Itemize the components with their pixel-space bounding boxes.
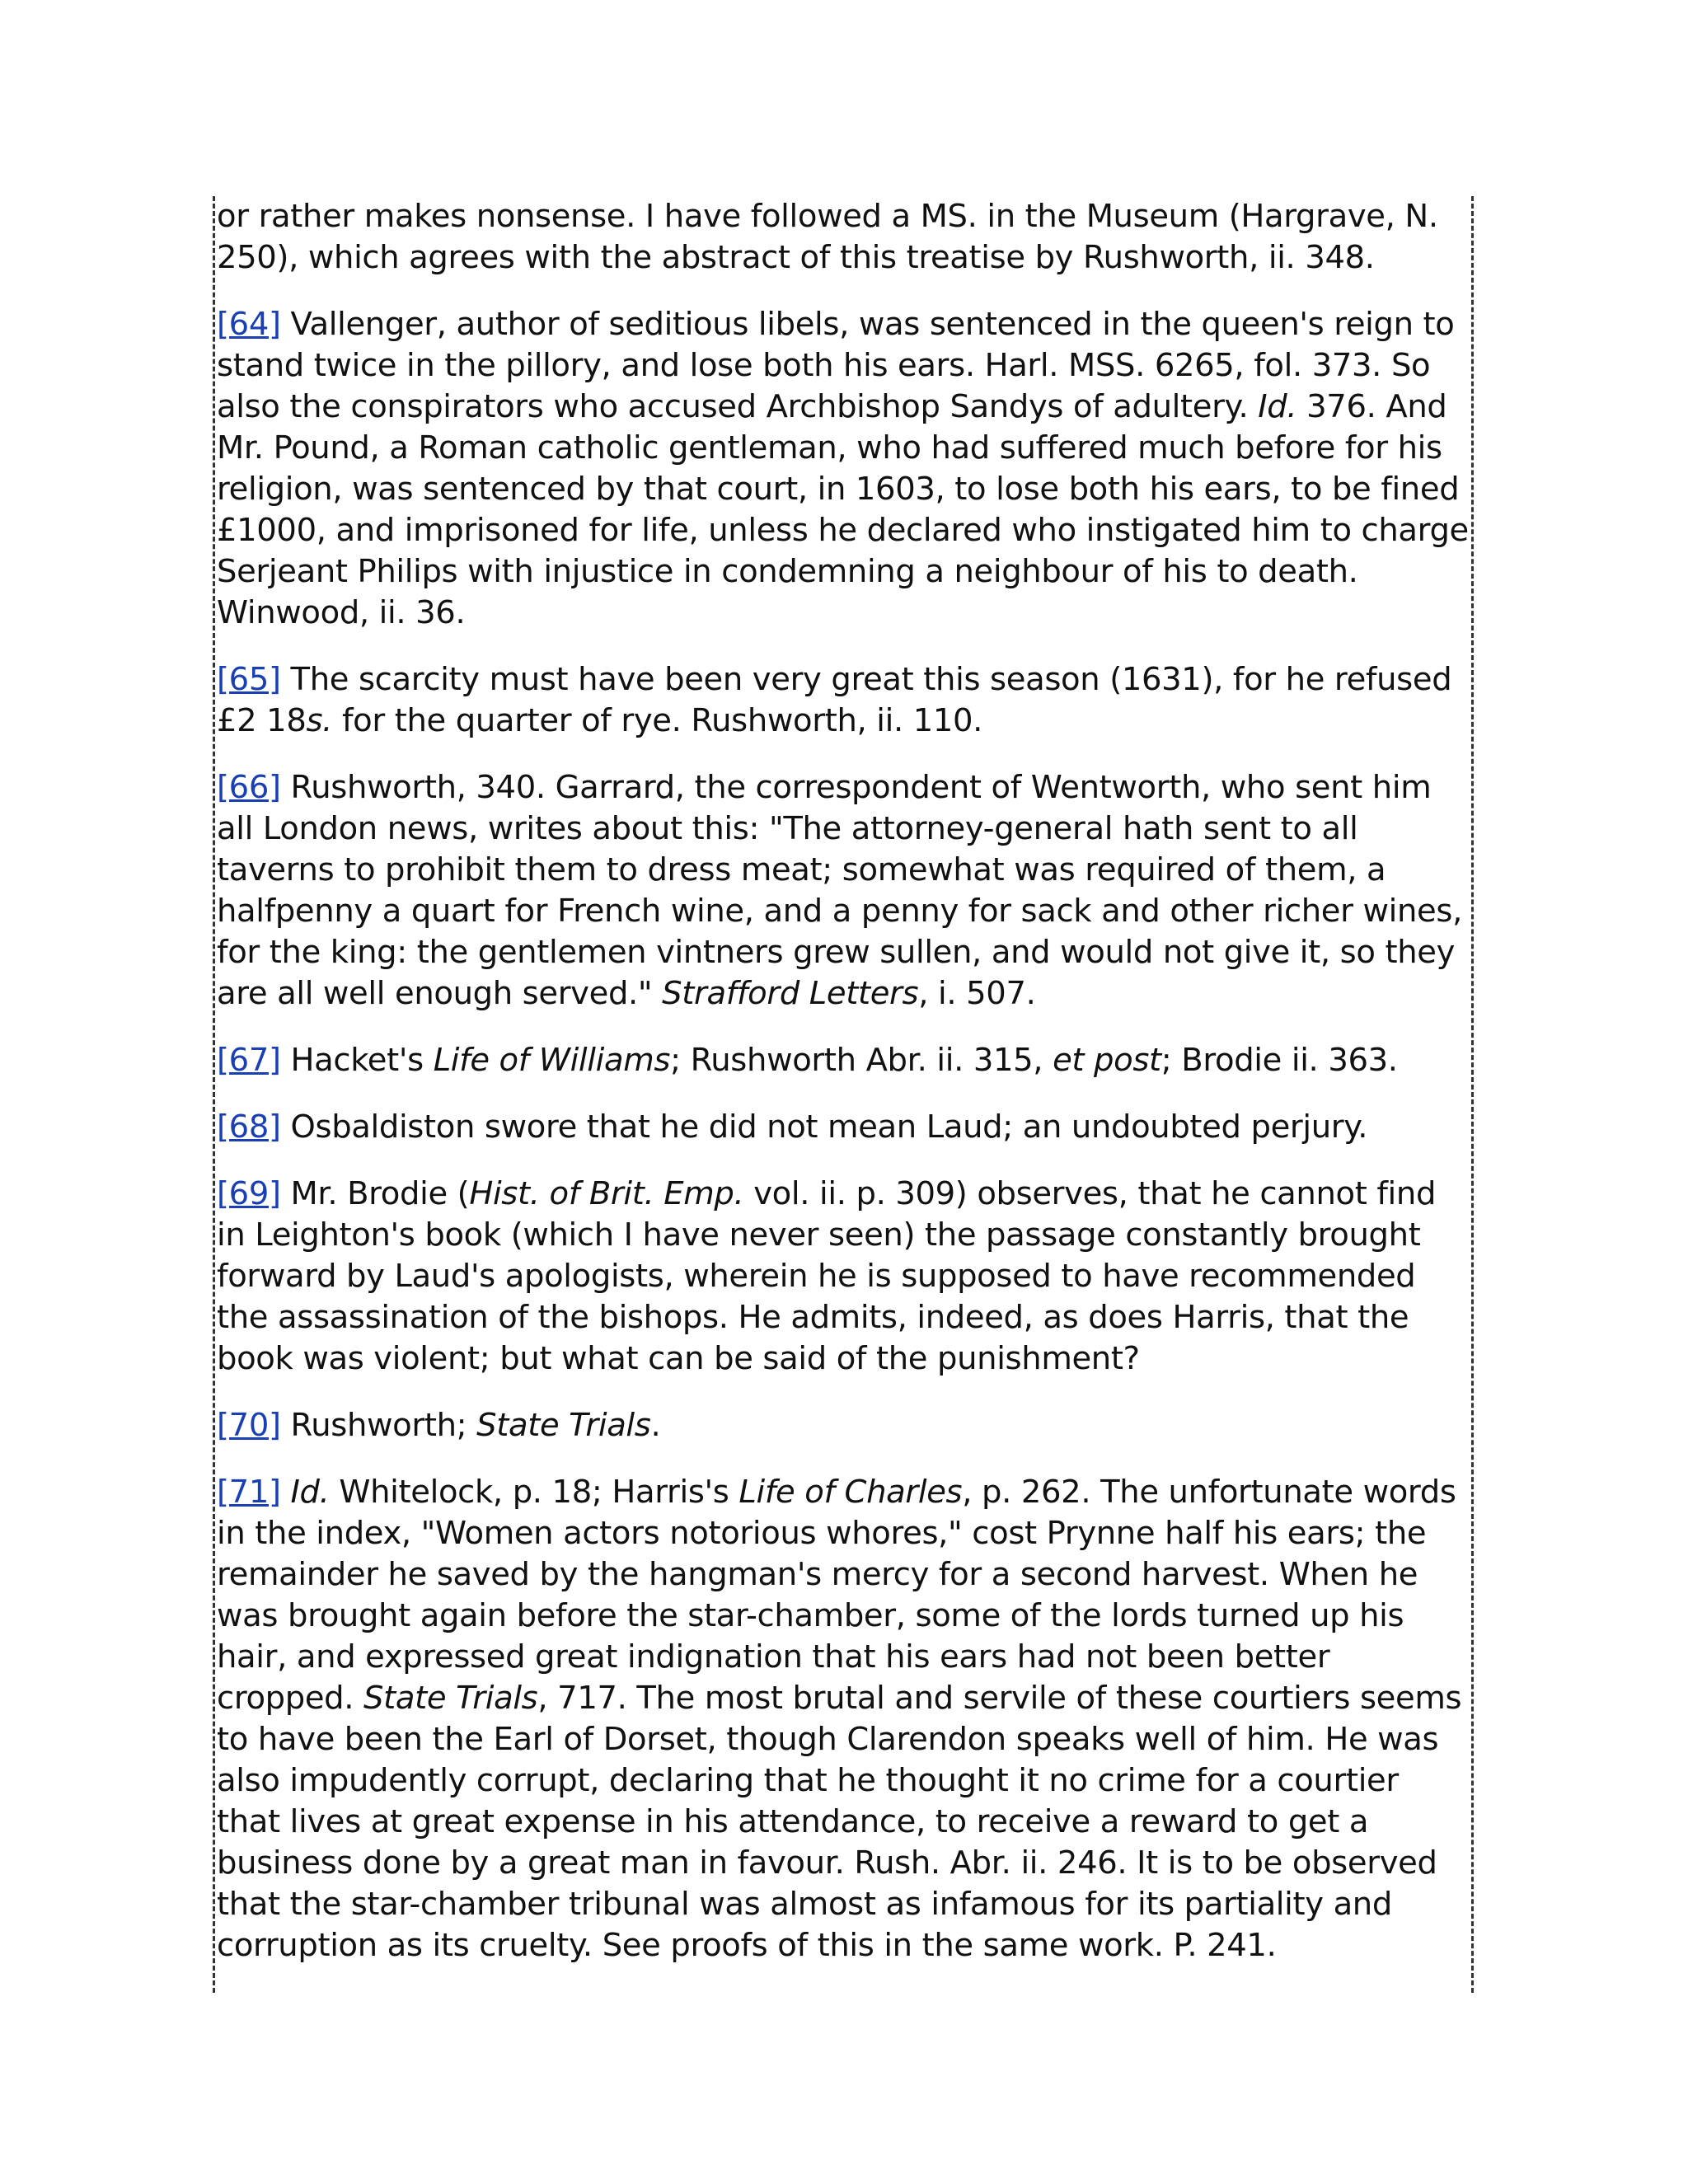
footnote-link-70[interactable]: [70]	[217, 1407, 281, 1444]
note-text: 376. And Mr. Pound, a Roman catholic gentleman, who had suffered much before for his religion, was sentenced by that court, in 1603, to lose both his ears, to be fined £1000, and imprisoned for life, unless he declared who instigated him to charge Serjeant Philips with injustice in condemning a neighbour of his to death. Winwood, ii. 36.	[217, 388, 1469, 631]
note-text: Rushworth, 340. Garrard, the correspondent of Wentworth, who sent him all London news, writes about this: "The attorney-general hath sent to all taverns to prohibit them to dress meat; somewhat was required of them, a halfpenny a quart for French wine, and a penny for sack and other richer wines, for the king: the gentlemen vintners grew sullen, and would not give it, so they are all well enough served."	[217, 769, 1462, 1012]
note-italic: Life of Williams	[433, 1042, 671, 1079]
note-text: .	[650, 1407, 661, 1444]
note-text: The scarcity must have been very great this season (1631), for he refused £2 18	[217, 661, 1452, 739]
footnote-70	[217, 1405, 1470, 1446]
footnote-67	[217, 1040, 1470, 1081]
note-italic: Life of Charles	[738, 1474, 963, 1511]
footnotes-page	[213, 196, 1474, 1993]
footnote-link-68[interactable]: [68]	[217, 1108, 281, 1146]
footnote-link-67[interactable]: [67]	[217, 1042, 281, 1079]
note-italic: Hist. of Brit. Emp.	[469, 1175, 744, 1212]
note-text: for the quarter of rye. Rushworth, ii. 110.	[332, 702, 983, 739]
footnote-link-71[interactable]: [71]	[217, 1474, 281, 1511]
footnote-link-65[interactable]: [65]	[217, 661, 281, 698]
note-italic: State Trials	[476, 1407, 651, 1444]
footnote-66	[217, 767, 1470, 1015]
note-text: , p. 262. The unfortunate words in the index, "Women actors notorious whores," cost Prynne half his ears; the remainder he saved by the hangman's mercy for a second harvest. When he was brought again before the star-chamber, some of the lords turned up his hair, and expressed great indignation that his ears had not been better cropped.	[217, 1474, 1456, 1717]
note-italic: Strafford Letters	[662, 975, 919, 1012]
note-text: ; Brodie ii. 363.	[1160, 1042, 1398, 1079]
note-italic: State Trials	[363, 1680, 538, 1717]
note-text: Hacket's	[280, 1042, 434, 1079]
note-text: ; Rushworth Abr. ii. 315,	[670, 1042, 1053, 1079]
note-italic: Id.	[1258, 388, 1297, 425]
note-text: Vallenger, author of seditious libels, was sentenced in the queen's reign to stand twice in the pillory, and lose both his ears. Harl. MSS. 6265, fol. 373. So also the conspirators who accused Archbishop Sandys of adultery.	[217, 306, 1455, 425]
note-text: , i. 507.	[918, 975, 1036, 1012]
footnote-69	[217, 1174, 1470, 1380]
note-italic: et post	[1053, 1042, 1161, 1079]
note-text: Whitelock, p. 18; Harris's	[329, 1474, 739, 1511]
footnote-68	[217, 1107, 1470, 1148]
footnote-71	[217, 1472, 1470, 1966]
note-italic: s.	[306, 702, 333, 739]
note-text: vol. ii. p. 309) observes, that he cannot find in Leighton's book (which I have never seen) the passage constantly brought forward by Laud's apologists, wherein he is supposed to have recommended the assassination of the bishops. He admits, indeed, as does Harris, that the book was violent; but what can be said of the punishment?	[217, 1175, 1437, 1377]
footnote-64	[217, 304, 1470, 634]
note-text	[281, 1474, 291, 1511]
footnote-link-64[interactable]: [64]	[217, 306, 281, 343]
note-text: Osbaldiston swore that he did not mean Laud; an undoubted perjury.	[280, 1108, 1368, 1146]
note-text: , 717. The most brutal and servile of these courtiers seems to have been the Earl of Dorset, though Clarendon speaks well of him. He was also impudently corrupt, declaring that he thought it no crime for a courtier that lives at great expense in his attendance, to receive a reward to get a business done by a great man in favour. Rush. Abr. ii. 246. It is to be observed that the star-chamber tribunal was almost as infamous for its partiality and corruption as its cruelty. See proofs of this in the same work. P. 241.	[217, 1680, 1462, 1964]
note-italic: Id.	[290, 1474, 330, 1511]
note-text: or rather makes nonsense. I have followed a MS. in the Museum (Hargrave, N. 250), which agrees with the abstract of this treatise by Rushworth, ii. 348.	[217, 198, 1438, 276]
footnote-continuation	[217, 196, 1470, 279]
footnote-link-66[interactable]: [66]	[217, 769, 281, 806]
note-text: Rushworth;	[280, 1407, 477, 1444]
footnote-link-69[interactable]: [69]	[217, 1175, 281, 1212]
footnote-65	[217, 659, 1470, 742]
note-text: Mr. Brodie (	[280, 1175, 470, 1212]
